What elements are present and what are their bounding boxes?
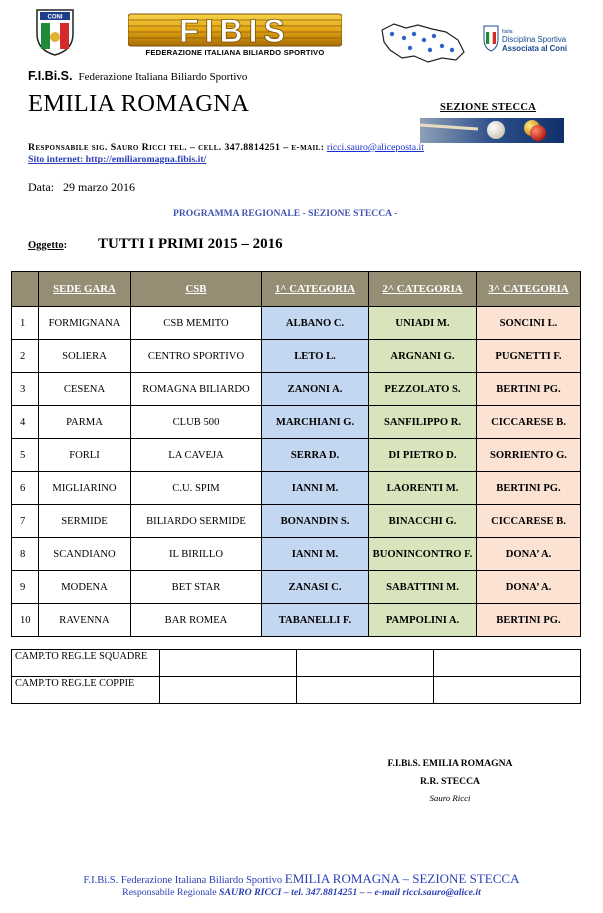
org-name: Federazione Italiana Biliardo Sportivo xyxy=(78,71,248,83)
oggetto-label xyxy=(28,240,67,251)
email-link[interactable]: ricci.sauro@aliceposta.it xyxy=(326,142,424,153)
row-number: 4 xyxy=(12,406,39,439)
row-cat2: DI PIETRO D. xyxy=(369,439,477,472)
row-csb: LA CAVEJA xyxy=(131,439,262,472)
row-cat1: MARCHIANI G. xyxy=(262,406,369,439)
row-sede: FORLI xyxy=(39,439,131,472)
coni-emblem-icon xyxy=(34,6,76,56)
row-cat3: BERTINI PG. xyxy=(477,472,581,505)
campionati-table xyxy=(11,649,581,704)
row-sede: MIGLIARINO xyxy=(39,472,131,505)
row-number: 6 xyxy=(12,472,39,505)
row-cat3: CICCARESE B. xyxy=(477,505,581,538)
campionato-row xyxy=(12,677,581,704)
coni-line1: Disciplina Sportiva xyxy=(502,35,567,44)
header-cat3: 3^ CATEGORIA xyxy=(477,272,581,307)
row-sede: SCANDIANO xyxy=(39,538,131,571)
campionato-cell xyxy=(434,650,581,677)
row-cat3: SORRIENTO G. xyxy=(477,439,581,472)
row-cat3: DONA’ A. xyxy=(477,538,581,571)
signature-role: R.R. STECCA xyxy=(420,776,480,787)
responsabile-line xyxy=(28,142,424,153)
table-row xyxy=(12,604,581,637)
row-number: 10 xyxy=(12,604,39,637)
org-abbr: F.I.Bi.S. xyxy=(28,69,73,83)
campionato-row xyxy=(12,650,581,677)
row-csb: ROMAGNA BILIARDO xyxy=(131,373,262,406)
campionato-cell xyxy=(434,677,581,704)
svg-text:CONI: CONI xyxy=(47,14,63,21)
coni-small: Italia xyxy=(502,29,513,35)
fibis-logo-word: FIBIS xyxy=(179,13,291,48)
campionato-label: CAMP.TO REG.LE COPPIE xyxy=(12,677,160,704)
row-cat3: SONCINI L. xyxy=(477,307,581,340)
footer-region: EMILIA ROMAGNA – SEZIONE STECCA xyxy=(284,871,520,886)
row-csb: BILIARDO SERMIDE xyxy=(131,505,262,538)
row-sede: SERMIDE xyxy=(39,505,131,538)
row-cat1: LETO L. xyxy=(262,340,369,373)
footer-resp-label: Responsabile Regionale xyxy=(122,887,220,898)
row-cat3: PUGNETTI F. xyxy=(477,340,581,373)
header-csb: CSB xyxy=(131,272,262,307)
row-cat1: SERRA D. xyxy=(262,439,369,472)
row-cat1: ZANASI C. xyxy=(262,571,369,604)
row-number: 3 xyxy=(12,373,39,406)
region-title: EMILIA ROMAGNA xyxy=(28,90,250,117)
header-cat2: 2^ CATEGORIA xyxy=(369,272,477,307)
campionato-cell xyxy=(297,650,434,677)
oggetto-label-text: Oggetto xyxy=(28,240,64,251)
date-label: Data: xyxy=(28,180,54,194)
row-cat3: DONA’ A. xyxy=(477,571,581,604)
row-csb: C.U. SPIM xyxy=(131,472,262,505)
site-link[interactable]: Sito internet: http://emiliaromagna.fibis.it/ xyxy=(28,154,207,165)
row-cat2: ARGNANI G. xyxy=(369,340,477,373)
table-row xyxy=(12,373,581,406)
row-cat2: PAMPOLINI A. xyxy=(369,604,477,637)
header-cat1: 1^ CATEGORIA xyxy=(262,272,369,307)
coni-disciplina-text xyxy=(502,29,567,53)
site-line xyxy=(28,154,206,165)
footer-resp-contact: SAURO RICCI – tel. 347.8814251 – – e-mail ricci.sauro@alice.it xyxy=(219,887,481,898)
signature-name: Sauro Ricci xyxy=(429,793,471,803)
coni-disciplina-logo xyxy=(482,24,592,54)
table-header-row xyxy=(12,272,581,307)
row-cat2: PEZZOLATO S. xyxy=(369,373,477,406)
row-cat2: SABATTINI M. xyxy=(369,571,477,604)
campionato-label: CAMP.TO REG.LE SQUADRE xyxy=(12,650,160,677)
row-cat3: BERTINI PG. xyxy=(477,604,581,637)
campionato-cell xyxy=(160,650,297,677)
row-csb: BET STAR xyxy=(131,571,262,604)
results-table xyxy=(11,271,581,637)
row-sede: FORMIGNANA xyxy=(39,307,131,340)
table-row xyxy=(12,538,581,571)
date-line xyxy=(28,180,135,195)
section-label: SEZIONE STECCA xyxy=(440,102,537,113)
row-number: 5 xyxy=(12,439,39,472)
table-row xyxy=(12,505,581,538)
table-row xyxy=(12,307,581,340)
row-number: 7 xyxy=(12,505,39,538)
oggetto-colon: : xyxy=(63,240,68,251)
row-csb: CLUB 500 xyxy=(131,406,262,439)
campionato-cell xyxy=(297,677,434,704)
row-sede: CESENA xyxy=(39,373,131,406)
row-number: 2 xyxy=(12,340,39,373)
table-row xyxy=(12,472,581,505)
coni-line2: Associata al Coni xyxy=(502,44,567,53)
row-cat3: CICCARESE B. xyxy=(477,406,581,439)
table-row xyxy=(12,406,581,439)
row-cat1: ZANONI A. xyxy=(262,373,369,406)
row-sede: RAVENNA xyxy=(39,604,131,637)
footer-org: F.I.Bi.S. Federazione Italiana Biliardo Sportivo xyxy=(83,875,285,886)
date-value: 29 marzo 2016 xyxy=(63,180,135,194)
responsabile-text: Responsabile sig. Sauro Ricci tel. – cell. 347.8814251 – e-mail: xyxy=(28,142,325,153)
row-number: 8 xyxy=(12,538,39,571)
header-sede-gara: SEDE GARA xyxy=(39,272,131,307)
row-cat2: LAORENTI M. xyxy=(369,472,477,505)
row-csb: CENTRO SPORTIVO xyxy=(131,340,262,373)
programma-title: PROGRAMMA REGIONALE - SEZIONE STECCA - xyxy=(173,208,398,219)
table-row xyxy=(12,571,581,604)
billiard-balls-banner xyxy=(420,118,564,143)
row-cat1: ALBANO C. xyxy=(262,307,369,340)
header-number xyxy=(12,272,39,307)
row-cat2: UNIADI M. xyxy=(369,307,477,340)
row-cat1: BONANDIN S. xyxy=(262,505,369,538)
signature-org: F.I.Bi.S. EMILIA ROMAGNA xyxy=(387,758,513,769)
row-cat2: SANFILIPPO R. xyxy=(369,406,477,439)
row-cat3: BERTINI PG. xyxy=(477,373,581,406)
oggetto-text: TUTTI I PRIMI 2015 – 2016 xyxy=(98,236,283,252)
footer-line2 xyxy=(0,887,603,898)
fibis-logo-subtitle: FEDERAZIONE ITALIANA BILIARDO SPORTIVO xyxy=(145,48,325,57)
org-line xyxy=(28,69,247,83)
row-sede: PARMA xyxy=(39,406,131,439)
row-sede: SOLIERA xyxy=(39,340,131,373)
table-row xyxy=(12,340,581,373)
row-cat2: BUONINCONTRO F. xyxy=(369,538,477,571)
fibis-logo xyxy=(128,12,342,58)
row-cat2: BINACCHI G. xyxy=(369,505,477,538)
row-csb: CSB MEMITO xyxy=(131,307,262,340)
row-number: 1 xyxy=(12,307,39,340)
footer-line1 xyxy=(0,871,603,887)
row-sede: MODENA xyxy=(39,571,131,604)
table-row xyxy=(12,439,581,472)
row-number: 9 xyxy=(12,571,39,604)
row-cat1: TABANELLI F. xyxy=(262,604,369,637)
campionato-cell xyxy=(160,677,297,704)
row-csb: IL BIRILLO xyxy=(131,538,262,571)
row-csb: BAR ROMEA xyxy=(131,604,262,637)
row-cat1: IANNI M. xyxy=(262,538,369,571)
emilia-romagna-map-icon xyxy=(380,20,466,66)
row-cat1: IANNI M. xyxy=(262,472,369,505)
